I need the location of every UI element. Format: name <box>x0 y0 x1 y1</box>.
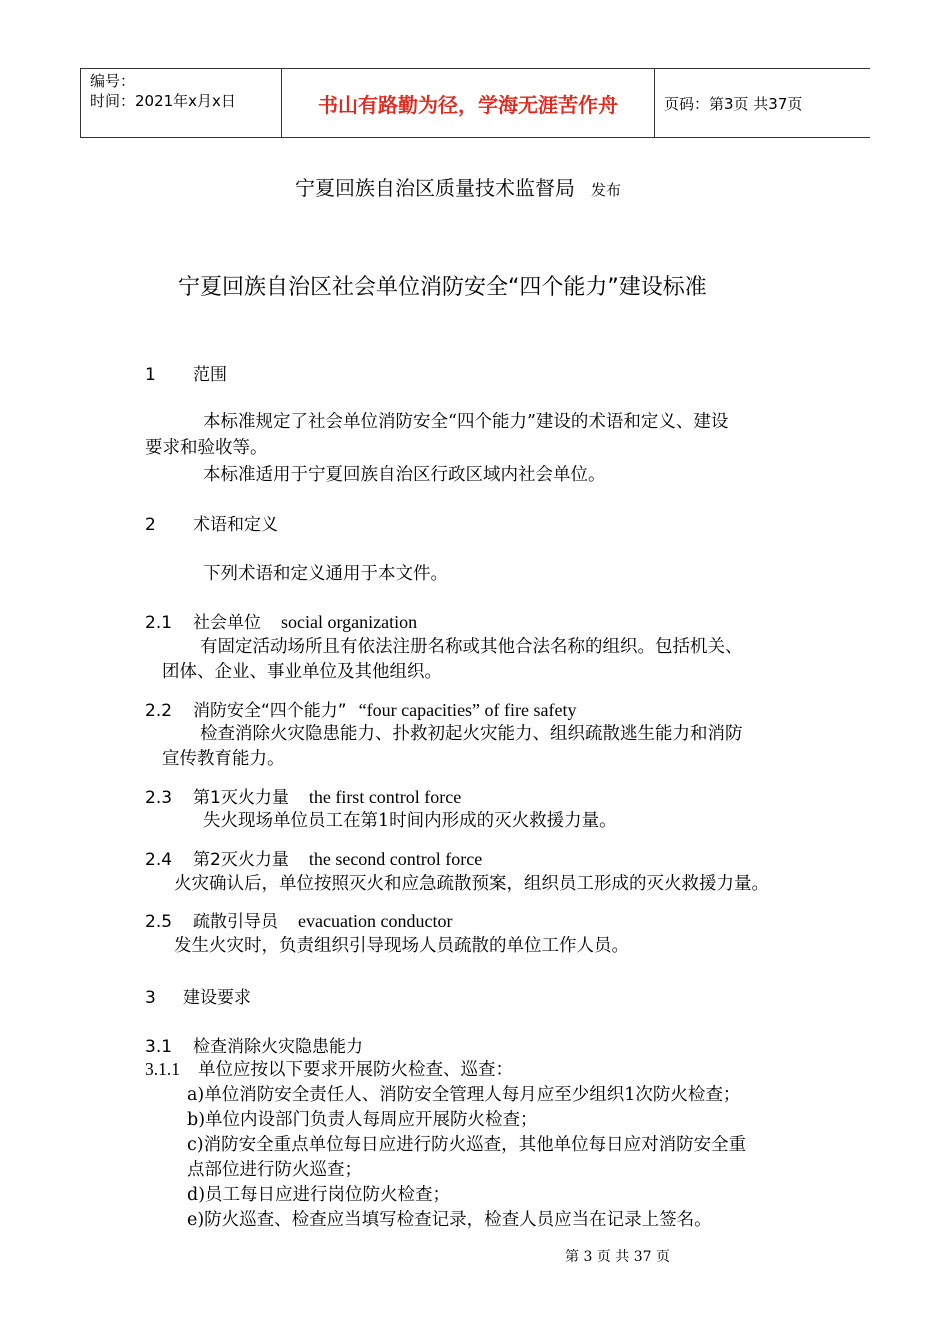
term-heading <box>145 608 417 633</box>
header-page-info: 页码：第3页 共37页 <box>664 95 803 113</box>
term-heading <box>145 907 452 932</box>
term-number: 2.5 <box>145 912 173 932</box>
section-heading <box>145 360 227 385</box>
subsection-number: 3.1 <box>145 1037 173 1057</box>
section-title: 范围 <box>193 365 227 385</box>
term-number: 2.3 <box>145 788 173 808</box>
clause-number: 3.1.1 <box>145 1059 180 1079</box>
term-definition: 火灾确认后，单位按照灭火和应急疏散预案，组织员工形成的灭火救援力量。 <box>174 874 769 894</box>
header-motto: 书山有路勤为径，学海无涯苦作舟 <box>318 92 618 117</box>
term-zh: 第1灭火力量 <box>193 788 289 808</box>
time-label: 时间：2021年x月x日 <box>90 92 236 110</box>
section-number: 1 <box>145 365 156 385</box>
section-heading <box>145 510 278 535</box>
section-number: 3 <box>145 988 156 1008</box>
term-definition: 宣传教育能力。 <box>162 749 285 769</box>
header-meta <box>90 71 236 111</box>
publisher-name: 宁夏回族自治区质量技术监督局 <box>295 176 575 200</box>
section-title: 建设要求 <box>183 988 251 1008</box>
term-zh: 第2灭火力量 <box>193 850 289 870</box>
term-en: the second control force <box>308 849 483 869</box>
term-number: 2.2 <box>145 701 173 721</box>
subsection-title: 检查消除火灾隐患能力 <box>193 1037 363 1057</box>
paragraph-line: 要求和验收等。 <box>145 438 268 458</box>
term-zh: 消防安全“四个能力” <box>193 701 347 721</box>
section-heading <box>145 983 251 1008</box>
term-number: 2.4 <box>145 850 173 870</box>
page-footer: 第 3 页 共 37 页 <box>565 1249 670 1265</box>
term-definition: 检查消除火灾隐患能力、扑救初起火灾能力、组织疏散逃生能力和消防 <box>200 724 743 744</box>
term-definition: 有固定活动场所且有依法注册名称或其他合法名称的组织。包括机关、 <box>200 637 743 657</box>
header-divider <box>654 69 655 137</box>
paragraph-line: 下列术语和定义通用于本文件。 <box>203 564 448 584</box>
paragraph-line: 本标准适用于宁夏回族自治区行政区域内社会单位。 <box>203 465 606 485</box>
list-item: e)防火巡查、检查应当填写检查记录，检查人员应当在记录上签名。 <box>187 1210 712 1230</box>
section-number: 2 <box>145 515 156 535</box>
term-definition: 发生火灾时，负责组织引导现场人员疏散的单位工作人员。 <box>174 936 629 956</box>
paragraph-line: 本标准规定了社会单位消防安全“四个能力”建设的术语和定义、建设 <box>203 412 729 432</box>
term-definition: 失火现场单位员工在第1时间内形成的灭火救援力量。 <box>203 811 617 831</box>
list-item: d)员工每日应进行岗位防火检查； <box>187 1185 451 1205</box>
subsection-heading <box>145 1032 363 1057</box>
term-definition: 团体、企业、事业单位及其他组织。 <box>162 662 442 682</box>
term-zh: 社会单位 <box>193 613 261 633</box>
publisher-line <box>295 172 621 201</box>
term-number: 2.1 <box>145 613 173 633</box>
term-en: social organization <box>281 612 418 632</box>
list-item: a)单位消防安全责任人、消防安全管理人每月应至少组织1次防火检查； <box>187 1085 741 1105</box>
section-title: 术语和定义 <box>193 515 278 535</box>
clause-text: 单位应按以下要求开展防火检查、巡查： <box>198 1060 513 1080</box>
term-en: evacuation conductor <box>298 911 453 931</box>
term-heading <box>145 845 482 870</box>
list-item: 点部位进行防火巡查； <box>187 1160 362 1180</box>
publisher-suffix: 发布 <box>591 181 622 199</box>
clause-line <box>145 1056 513 1081</box>
term-en: “four capacities” of fire safety <box>358 700 577 720</box>
document-title: 宁夏回族自治区社会单位消防安全“四个能力”建设标准 <box>178 275 707 300</box>
term-heading <box>145 783 461 808</box>
document-header <box>80 68 870 138</box>
header-divider <box>80 69 81 137</box>
serial-label: 编号： <box>90 72 136 90</box>
list-item: c)消防安全重点单位每日应进行防火巡查，其他单位每日应对消防安全重 <box>187 1135 747 1155</box>
term-heading <box>145 696 577 721</box>
term-en: the first control force <box>308 787 462 807</box>
term-zh: 疏散引导员 <box>193 912 278 932</box>
list-item: b)单位内设部门负责人每周应开展防火检查； <box>187 1110 538 1130</box>
